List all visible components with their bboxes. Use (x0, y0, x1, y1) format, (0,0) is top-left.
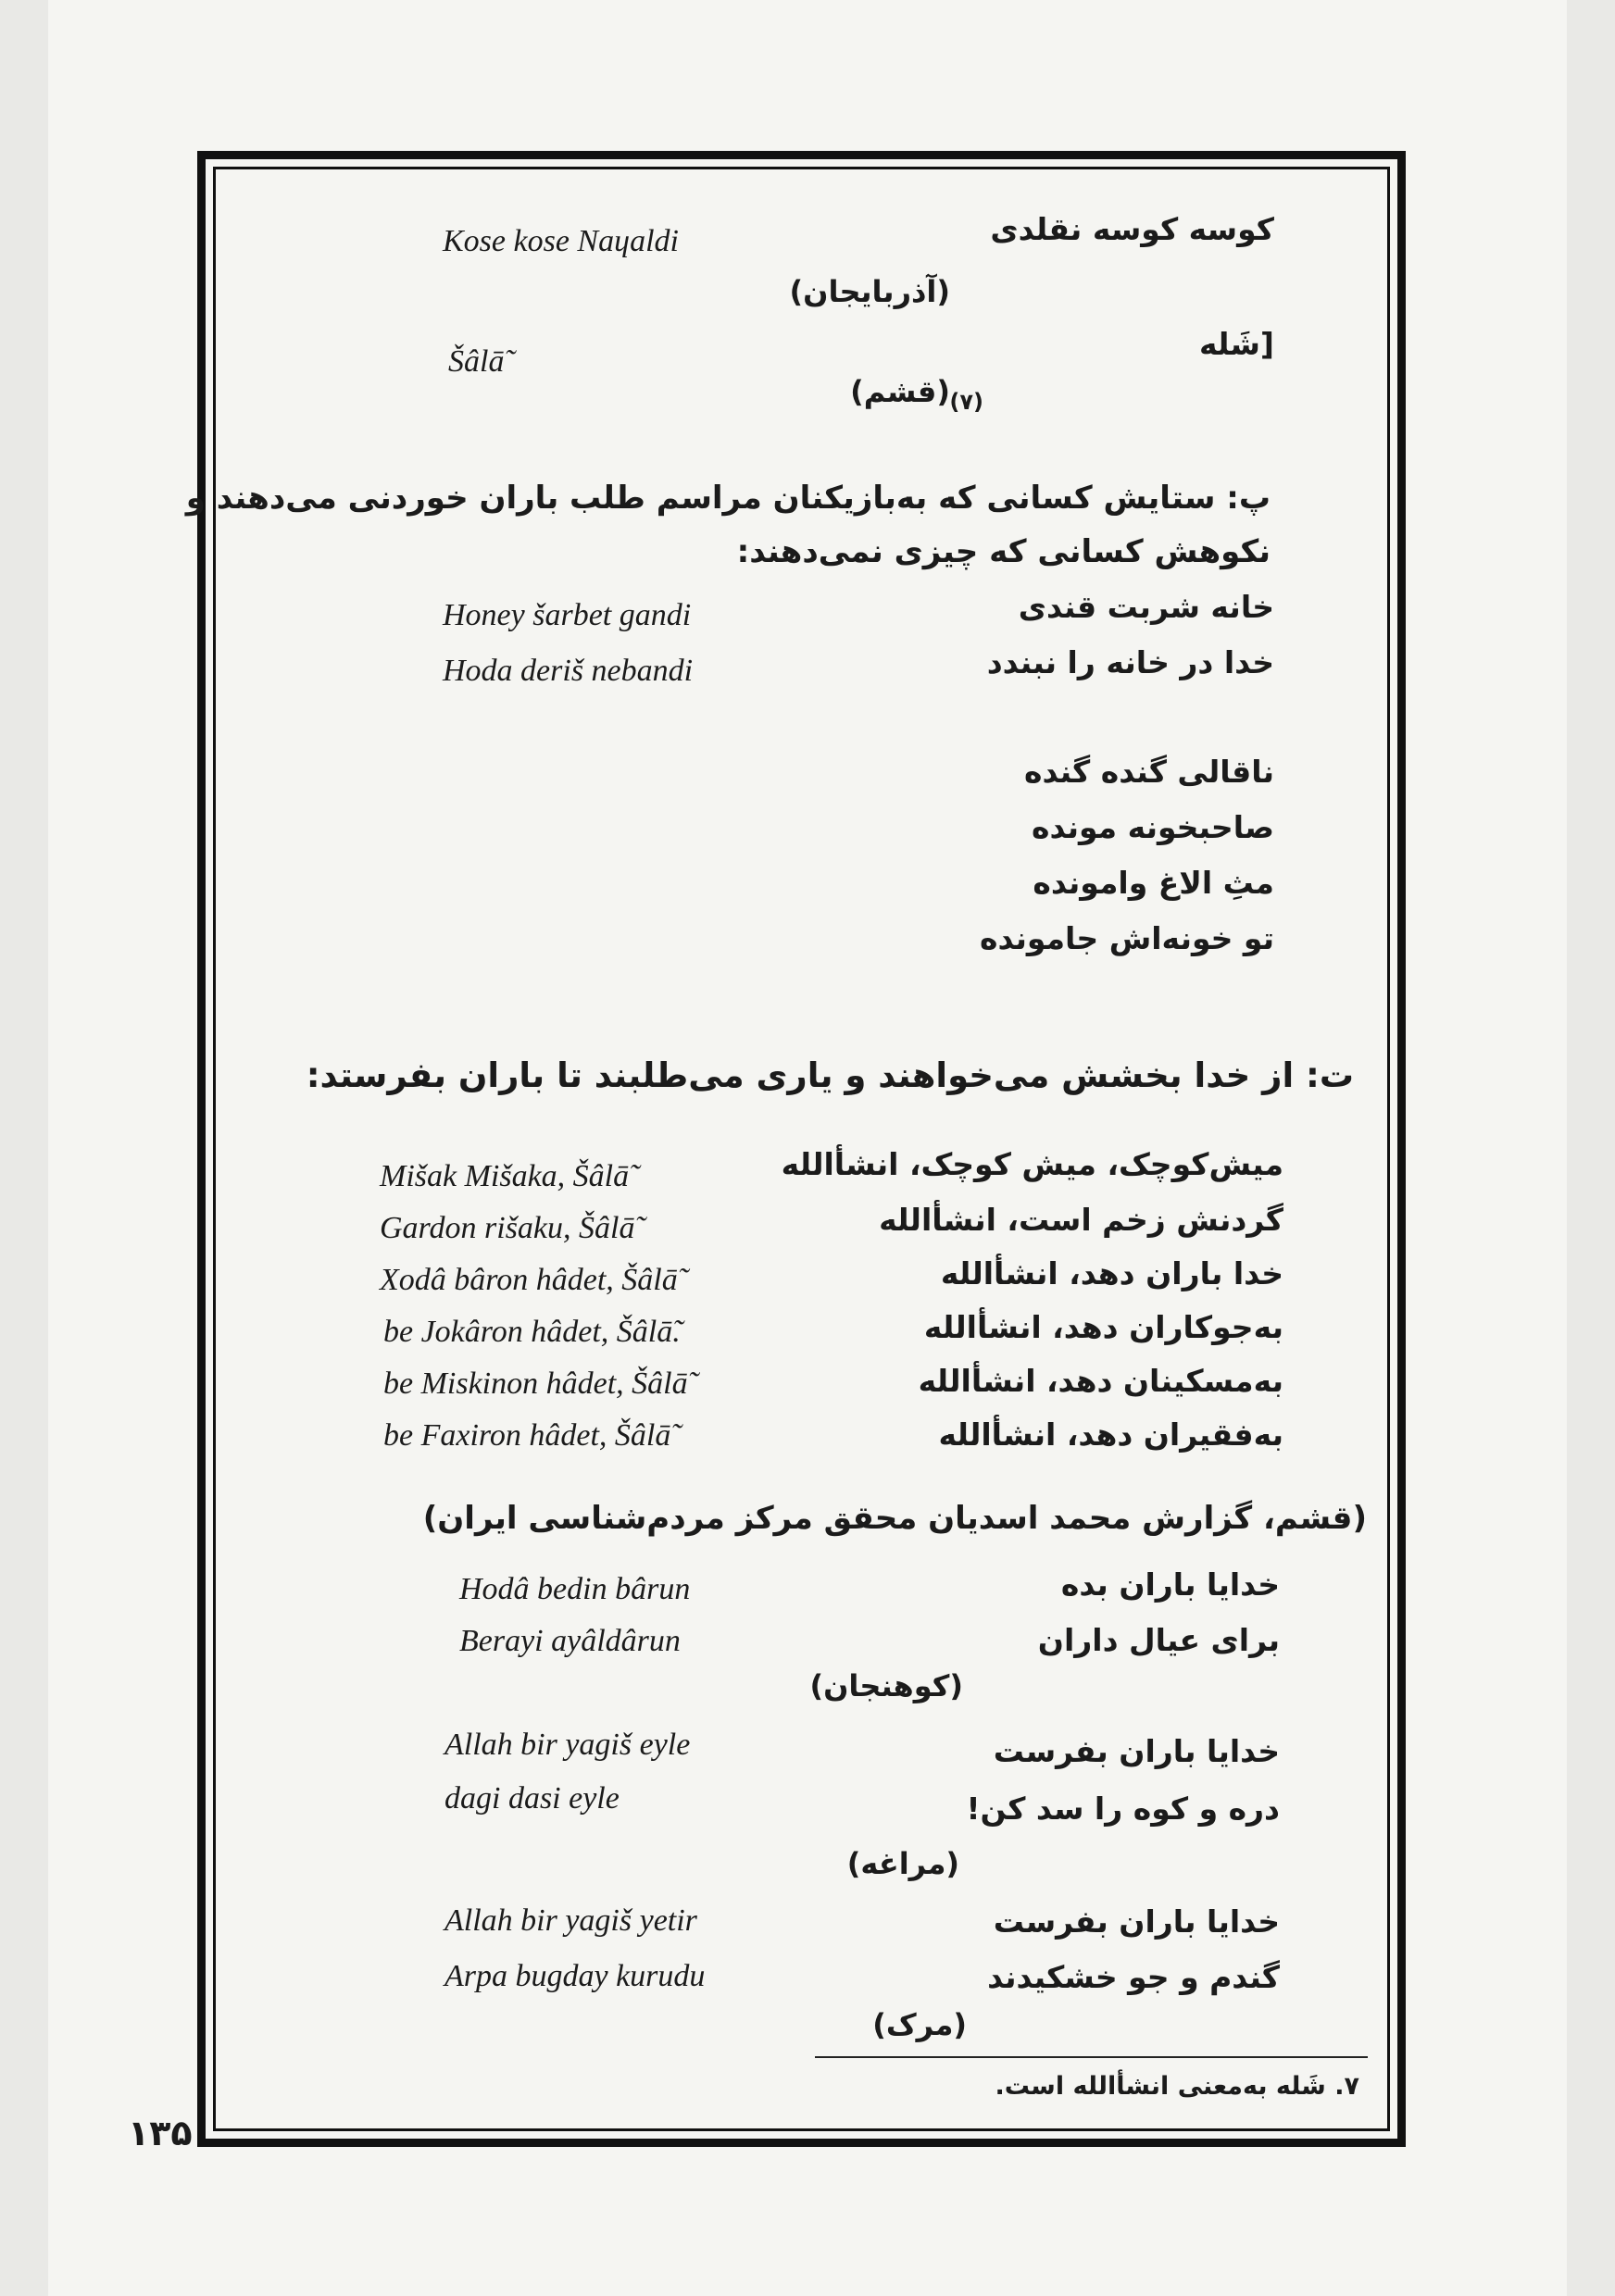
persian-verse: خدا در خانه را نبندد (986, 644, 1274, 680)
persian-verse: میش‌کوچک، میش کوچک، انشأالله (781, 1146, 1283, 1182)
transliteration: Gardon rišaku, Šâlā̃ (380, 1211, 635, 1245)
persian-verse: گندم و جو خشکیدند (987, 1959, 1280, 1995)
transliteration: Hodâ bedin bârun (459, 1572, 691, 1606)
footnote-reference: (۷) (949, 389, 983, 415)
transliteration: Šâlā̃ (448, 344, 505, 379)
transliteration: Kose kose Naɥaldi (443, 224, 679, 258)
transliteration: Arpa bugday kurudu (444, 1959, 706, 1993)
transliteration: Mišak Mišaka, Šâlā̃ (380, 1159, 630, 1193)
persian-verse: به‌مسکینان دهد، انشأالله (918, 1363, 1283, 1399)
persian-verse: به‌جوکاران دهد، انشأالله (923, 1309, 1283, 1345)
transliteration: be Jokâron hâdet, Šâlā̃. (383, 1315, 681, 1349)
footnote-divider (815, 2056, 1368, 2058)
persian-verse: برای عیال داران (1037, 1622, 1280, 1658)
transliteration: Berayi ayâldârun (459, 1624, 681, 1658)
persian-verse: [شَله (1198, 326, 1274, 362)
persian-verse: تو خونه‌اش جامونده (979, 920, 1274, 956)
section-heading: پ: ستایش کسانی که به‌بازیکنان مراسم طلب باران خوردنی می‌دهند و (185, 480, 1271, 517)
transliteration: Honey šarbet gandi (443, 598, 692, 632)
transliteration: Allah bir yagiš yetir (444, 1903, 697, 1938)
place-label: (قشم) (850, 374, 950, 409)
persian-verse: خدایا باران بفرست (993, 1733, 1280, 1769)
place-label: (مرک) (872, 2007, 967, 2042)
footnote: ۷. شَله به‌معنی انشأالله است. (995, 2072, 1359, 2101)
persian-verse: خانه شربت قندی (1018, 589, 1274, 625)
persian-verse: خدا باران دهد، انشأالله (940, 1255, 1283, 1292)
section-heading: نکوهش کسانی که چیزی نمی‌دهند: (736, 533, 1271, 570)
persian-verse: کوسه کوسه نقلدی (990, 211, 1274, 247)
persian-verse: گردنش زخم است، انشأالله (879, 1202, 1283, 1238)
page-number: ۱۳۵ (128, 2113, 193, 2153)
persian-verse: دره و کوه را سد کن! (966, 1791, 1280, 1827)
transliteration: be Miskinon hâdet, Šâlā̃ (383, 1366, 688, 1401)
persian-verse: مثِ الاغ وامونده (1033, 865, 1274, 901)
persian-verse: ناقالی گنده گنده (1024, 754, 1274, 790)
transliteration: Hoda deriš nebandi (443, 654, 694, 688)
transliteration: Xodâ bâron hâdet, Šâlā̃ (380, 1263, 678, 1297)
place-label: (مراغه) (846, 1846, 959, 1881)
transliteration: Allah bir yagiš eyle (444, 1728, 691, 1762)
place-label: (آذربایجان) (789, 274, 950, 309)
persian-verse: به‌فقیران دهد، انشأالله (938, 1416, 1283, 1453)
source-citation: (قشم، گزارش محمد اسدیان محقق مرکز مردم‌شناسی ایران) (422, 1500, 1367, 1537)
transliteration: dagi dasi eyle (444, 1781, 620, 1816)
persian-verse: صاحبخونه مونده (1032, 809, 1274, 845)
transliteration: be Faxiron hâdet, Šâlā̃ (383, 1418, 671, 1453)
section-heading: ت: از خدا بخشش می‌خواهند و یاری می‌طلبند تا باران بفرستد: (306, 1055, 1354, 1095)
persian-verse: خدایا باران بده (1060, 1566, 1280, 1603)
place-label: (کوهنجان) (809, 1668, 963, 1703)
persian-verse: خدایا باران بفرست (993, 1903, 1280, 1940)
